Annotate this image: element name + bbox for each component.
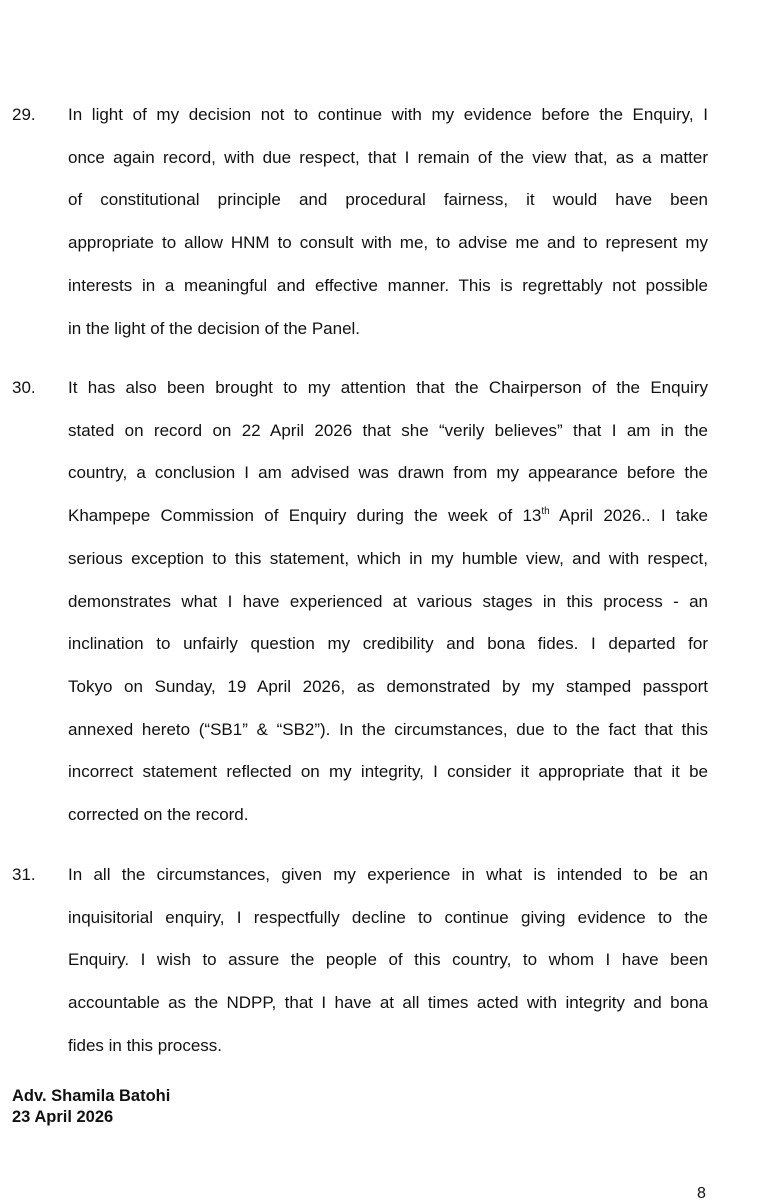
ordinal-suffix: th	[541, 506, 550, 518]
text-line: accountable as the NDPP, that I have at all times acted with integrity and bona	[68, 993, 708, 1013]
text-line: demonstrates what I have experienced at various stages in this process - an	[68, 591, 708, 611]
text-line	[68, 495, 708, 538]
text-line: country, a conclusion I am advised was drawn from my appearance before the	[68, 463, 708, 483]
text-line: serious exception to this statement, which in my humble view, and with respect,	[68, 548, 708, 568]
text-line: Tokyo on Sunday, 19 April 2026, as demonstrated by my stamped passport	[68, 676, 708, 696]
paragraph-text	[68, 94, 708, 350]
signature-block	[12, 1086, 170, 1128]
text-line: It has also been brought to my attention that the Chairperson of the Enquiry	[68, 378, 708, 397]
text-line: Enquiry. I wish to assure the people of this country, to whom I have been	[68, 950, 708, 970]
text-line: annexed hereto (“SB1” & “SB2”). In the circumstances, due to the fact that this	[68, 719, 708, 739]
text-line: inquisitorial enquiry, I respectfully decline to continue giving evidence to the	[68, 907, 708, 927]
text-line: appropriate to allow HNM to consult with me, to advise me and to represent my	[68, 233, 708, 253]
signature-date: 23 April 2026	[12, 1108, 114, 1126]
paragraph-text	[68, 367, 708, 837]
paragraph-text	[68, 854, 708, 1068]
text-line: of constitutional principle and procedural fairness, it would have been	[68, 190, 708, 210]
text-segment: Khampepe Commission of Enquiry during the week of 13	[68, 506, 542, 526]
text-line: incorrect statement reflected on my integrity, I consider it appropriate that it be	[68, 762, 708, 782]
text-line: stated on record on 22 April 2026 that she “verily believes” that I am in the	[68, 420, 708, 440]
text-line: inclination to unfairly question my credibility and bona fides. I departed for	[68, 634, 708, 654]
paragraph-number: 30.	[12, 378, 36, 397]
text-segment: April 2026.. I take	[549, 506, 708, 526]
text-line: in the light of the decision of the Panel.	[68, 318, 361, 338]
text-line: fides in this process.	[68, 1035, 223, 1055]
signatory-name: Adv. Shamila Batohi	[12, 1087, 171, 1105]
text-line: once again record, with due respect, that I remain of the view that, as a matter	[68, 147, 708, 167]
text-line: In light of my decision not to continue with my evidence before the Enquiry, I	[68, 105, 708, 124]
text-line: corrected on the record.	[68, 805, 249, 825]
text-line: interests in a meaningful and effective manner. This is regrettably not possible	[68, 275, 708, 295]
paragraph-number: 31.	[12, 865, 36, 884]
paragraph-number: 29.	[12, 105, 36, 124]
text-line: In all the circumstances, given my experience in what is intended to be an	[68, 865, 708, 884]
page-number: 8	[697, 1185, 706, 1202]
